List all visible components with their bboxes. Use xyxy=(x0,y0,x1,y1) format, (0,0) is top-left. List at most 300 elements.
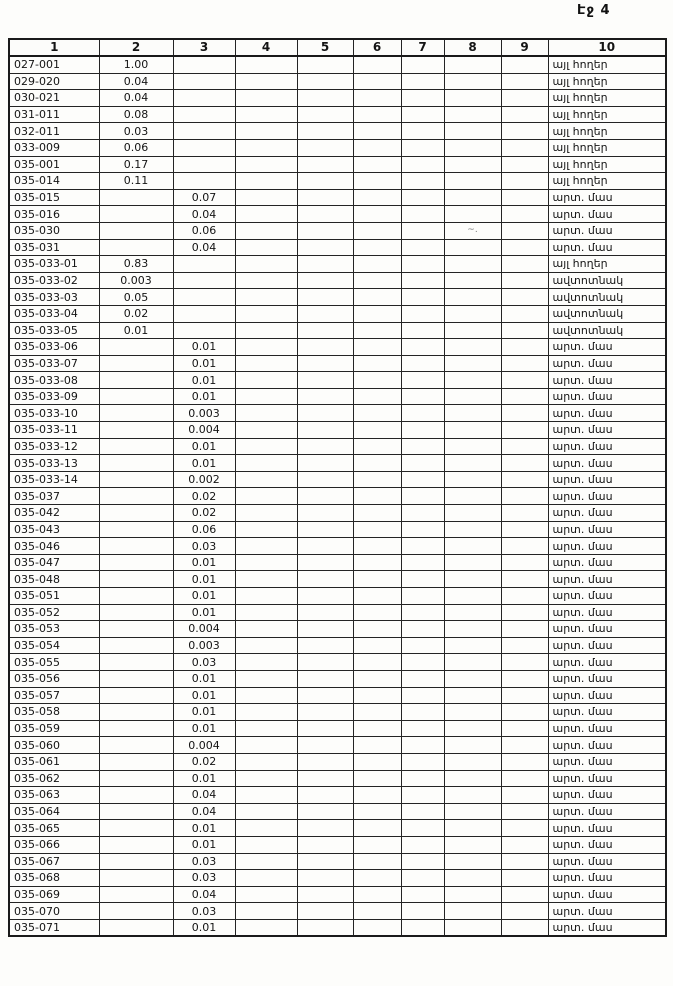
cell-value-col-9 xyxy=(501,372,548,389)
cell-value-col-9 xyxy=(501,139,548,156)
cell-value-col-6 xyxy=(353,106,401,123)
cell-value-col-4 xyxy=(235,604,297,621)
cell-value-col-3 xyxy=(173,106,235,123)
table-row xyxy=(9,538,666,555)
cell-value-col-8 xyxy=(444,106,501,123)
cell-value-col-6 xyxy=(353,919,401,936)
cell-value-col-5 xyxy=(297,720,353,737)
column-header-10: 10 xyxy=(548,39,666,56)
table-row xyxy=(9,588,666,605)
cell-value-col-3: 0.04 xyxy=(173,239,235,256)
cell-land-type: այլ հողեր xyxy=(548,156,666,173)
table-row xyxy=(9,737,666,754)
cell-value-col-3: 0.01 xyxy=(173,388,235,405)
cell-value-col-5 xyxy=(297,604,353,621)
cell-value-col-5 xyxy=(297,173,353,190)
cell-value-col-2 xyxy=(99,753,173,770)
cell-value-col-9 xyxy=(501,637,548,654)
cell-value-col-4 xyxy=(235,90,297,107)
cell-value-col-5 xyxy=(297,687,353,704)
cell-value-col-5 xyxy=(297,820,353,837)
cell-value-col-9 xyxy=(501,737,548,754)
cell-value-col-2 xyxy=(99,886,173,903)
cell-value-col-5 xyxy=(297,239,353,256)
cell-land-type: այլ հողեր xyxy=(548,256,666,273)
cell-value-col-9 xyxy=(501,588,548,605)
cell-value-col-3 xyxy=(173,123,235,140)
table-row xyxy=(9,438,666,455)
cell-land-type: ավտոտնակ xyxy=(548,305,666,322)
cell-value-col-3 xyxy=(173,272,235,289)
cell-value-col-9 xyxy=(501,919,548,936)
cell-value-col-6 xyxy=(353,637,401,654)
cell-value-col-7 xyxy=(401,156,444,173)
cell-parcel-code: 035-065 xyxy=(9,820,99,837)
cell-value-col-8 xyxy=(444,704,501,721)
cell-value-col-2: 0.02 xyxy=(99,305,173,322)
cell-value-col-4 xyxy=(235,538,297,555)
cell-value-col-8 xyxy=(444,272,501,289)
cell-value-col-3 xyxy=(173,139,235,156)
cell-value-col-6 xyxy=(353,256,401,273)
cell-value-col-7 xyxy=(401,521,444,538)
cell-land-type: արտ. մաս xyxy=(548,339,666,356)
column-header-1: 1 xyxy=(9,39,99,56)
table-header xyxy=(9,39,666,56)
table-row xyxy=(9,405,666,422)
table-row xyxy=(9,173,666,190)
cell-value-col-3 xyxy=(173,305,235,322)
cell-value-col-7 xyxy=(401,73,444,90)
cell-parcel-code: 035-046 xyxy=(9,538,99,555)
cell-value-col-6 xyxy=(353,704,401,721)
cell-value-col-4 xyxy=(235,637,297,654)
land-parcel-table xyxy=(8,38,667,937)
cell-parcel-code: 035-059 xyxy=(9,720,99,737)
cell-value-col-5 xyxy=(297,853,353,870)
cell-value-col-6 xyxy=(353,521,401,538)
cell-value-col-8 xyxy=(444,803,501,820)
cell-value-col-2 xyxy=(99,455,173,472)
cell-value-col-5 xyxy=(297,505,353,522)
cell-value-col-7 xyxy=(401,106,444,123)
cell-parcel-code: 035-069 xyxy=(9,886,99,903)
cell-value-col-2 xyxy=(99,339,173,356)
cell-land-type: արտ. մաս xyxy=(548,222,666,239)
cell-value-col-2 xyxy=(99,604,173,621)
cell-value-col-7 xyxy=(401,687,444,704)
cell-value-col-2 xyxy=(99,803,173,820)
cell-value-col-2 xyxy=(99,919,173,936)
table-body xyxy=(9,56,666,936)
cell-value-col-8 xyxy=(444,189,501,206)
cell-value-col-8 xyxy=(444,621,501,638)
cell-parcel-code: 035-033-12 xyxy=(9,438,99,455)
cell-value-col-5 xyxy=(297,206,353,223)
cell-value-col-3 xyxy=(173,73,235,90)
cell-value-col-6 xyxy=(353,820,401,837)
cell-value-col-4 xyxy=(235,704,297,721)
cell-value-col-5 xyxy=(297,621,353,638)
cell-value-col-8 xyxy=(444,687,501,704)
cell-parcel-code: 035-051 xyxy=(9,588,99,605)
cell-value-col-3: 0.01 xyxy=(173,571,235,588)
cell-parcel-code: 035-030 xyxy=(9,222,99,239)
cell-parcel-code: 035-033-13 xyxy=(9,455,99,472)
cell-value-col-3: 0.03 xyxy=(173,654,235,671)
cell-value-col-6 xyxy=(353,720,401,737)
cell-value-col-3: 0.01 xyxy=(173,438,235,455)
cell-value-col-8 xyxy=(444,405,501,422)
table-row xyxy=(9,239,666,256)
cell-land-type: այլ հողեր xyxy=(548,106,666,123)
cell-value-col-7 xyxy=(401,803,444,820)
cell-value-col-8 xyxy=(444,836,501,853)
cell-value-col-5 xyxy=(297,770,353,787)
cell-value-col-4 xyxy=(235,853,297,870)
cell-parcel-code: 035-064 xyxy=(9,803,99,820)
cell-value-col-3: 0.03 xyxy=(173,870,235,887)
cell-value-col-9 xyxy=(501,571,548,588)
cell-value-col-4 xyxy=(235,753,297,770)
cell-land-type: այլ հողեր xyxy=(548,90,666,107)
cell-value-col-7 xyxy=(401,455,444,472)
cell-value-col-8 xyxy=(444,737,501,754)
cell-value-col-8 xyxy=(444,588,501,605)
cell-value-col-5 xyxy=(297,753,353,770)
cell-value-col-9 xyxy=(501,106,548,123)
cell-value-col-2 xyxy=(99,770,173,787)
cell-value-col-6 xyxy=(353,787,401,804)
cell-value-col-7 xyxy=(401,505,444,522)
cell-value-col-7 xyxy=(401,820,444,837)
cell-value-col-9 xyxy=(501,322,548,339)
cell-value-col-5 xyxy=(297,355,353,372)
cell-value-col-9 xyxy=(501,704,548,721)
cell-value-col-9 xyxy=(501,836,548,853)
cell-value-col-8 xyxy=(444,388,501,405)
table-row xyxy=(9,836,666,853)
cell-parcel-code: 035-033-03 xyxy=(9,289,99,306)
cell-value-col-7 xyxy=(401,704,444,721)
cell-land-type: արտ. մաս xyxy=(548,687,666,704)
cell-value-col-5 xyxy=(297,588,353,605)
cell-value-col-9 xyxy=(501,820,548,837)
cell-value-col-3: 0.01 xyxy=(173,670,235,687)
cell-value-col-3 xyxy=(173,56,235,73)
cell-value-col-3: 0.04 xyxy=(173,206,235,223)
cell-value-col-3: 0.04 xyxy=(173,886,235,903)
cell-value-col-8 xyxy=(444,206,501,223)
cell-land-type: այլ հողեր xyxy=(548,56,666,73)
cell-parcel-code: 035-053 xyxy=(9,621,99,638)
cell-value-col-9 xyxy=(501,803,548,820)
table-row xyxy=(9,355,666,372)
cell-value-col-3: 0.004 xyxy=(173,621,235,638)
cell-value-col-7 xyxy=(401,405,444,422)
cell-value-col-5 xyxy=(297,787,353,804)
cell-parcel-code: 035-063 xyxy=(9,787,99,804)
table-row xyxy=(9,106,666,123)
cell-value-col-3: 0.03 xyxy=(173,538,235,555)
column-header-4: 4 xyxy=(235,39,297,56)
cell-value-col-3 xyxy=(173,256,235,273)
cell-value-col-3: 0.003 xyxy=(173,637,235,654)
cell-value-col-5 xyxy=(297,438,353,455)
cell-parcel-code: 035-033-08 xyxy=(9,372,99,389)
cell-value-col-8 xyxy=(444,770,501,787)
cell-value-col-2: 0.003 xyxy=(99,272,173,289)
table-row xyxy=(9,505,666,522)
cell-value-col-9 xyxy=(501,422,548,439)
table-row xyxy=(9,604,666,621)
cell-value-col-6 xyxy=(353,173,401,190)
cell-value-col-8 xyxy=(444,753,501,770)
cell-value-col-7 xyxy=(401,206,444,223)
cell-value-col-8 xyxy=(444,455,501,472)
cell-value-col-9 xyxy=(501,505,548,522)
cell-value-col-7 xyxy=(401,720,444,737)
cell-parcel-code: 035-033-14 xyxy=(9,471,99,488)
column-header-5: 5 xyxy=(297,39,353,56)
cell-value-col-5 xyxy=(297,388,353,405)
cell-value-col-7 xyxy=(401,621,444,638)
cell-value-col-5 xyxy=(297,704,353,721)
cell-value-col-9 xyxy=(501,538,548,555)
cell-value-col-6 xyxy=(353,687,401,704)
cell-value-col-5 xyxy=(297,73,353,90)
table-row xyxy=(9,787,666,804)
cell-value-col-4 xyxy=(235,305,297,322)
cell-value-col-4 xyxy=(235,820,297,837)
cell-value-col-7 xyxy=(401,289,444,306)
cell-value-col-2 xyxy=(99,222,173,239)
cell-value-col-6 xyxy=(353,189,401,206)
cell-parcel-code: 035-066 xyxy=(9,836,99,853)
cell-parcel-code: 035-062 xyxy=(9,770,99,787)
cell-value-col-5 xyxy=(297,637,353,654)
table-row xyxy=(9,637,666,654)
cell-value-col-2 xyxy=(99,405,173,422)
cell-land-type: ավտոտնակ xyxy=(548,322,666,339)
cell-value-col-4 xyxy=(235,289,297,306)
cell-value-col-2 xyxy=(99,621,173,638)
cell-land-type: արտ. մաս xyxy=(548,621,666,638)
cell-value-col-9 xyxy=(501,173,548,190)
cell-value-col-6 xyxy=(353,455,401,472)
cell-value-col-9 xyxy=(501,471,548,488)
table-row xyxy=(9,753,666,770)
cell-value-col-6 xyxy=(353,222,401,239)
cell-value-col-8 xyxy=(444,73,501,90)
cell-parcel-code: 033-009 xyxy=(9,139,99,156)
cell-parcel-code: 035-047 xyxy=(9,554,99,571)
cell-value-col-7 xyxy=(401,903,444,920)
cell-value-col-3 xyxy=(173,90,235,107)
cell-value-col-9 xyxy=(501,222,548,239)
cell-value-col-5 xyxy=(297,455,353,472)
cell-value-col-2: 0.83 xyxy=(99,256,173,273)
cell-value-col-5 xyxy=(297,521,353,538)
cell-value-col-6 xyxy=(353,73,401,90)
cell-parcel-code: 035-060 xyxy=(9,737,99,754)
cell-parcel-code: 035-033-10 xyxy=(9,405,99,422)
table-row xyxy=(9,687,666,704)
cell-value-col-6 xyxy=(353,272,401,289)
cell-value-col-8 xyxy=(444,571,501,588)
cell-value-col-2 xyxy=(99,903,173,920)
cell-value-col-3: 0.01 xyxy=(173,919,235,936)
cell-value-col-5 xyxy=(297,289,353,306)
cell-value-col-2 xyxy=(99,704,173,721)
cell-value-col-4 xyxy=(235,322,297,339)
cell-value-col-7 xyxy=(401,853,444,870)
cell-value-col-7 xyxy=(401,372,444,389)
cell-value-col-9 xyxy=(501,521,548,538)
cell-value-col-9 xyxy=(501,853,548,870)
cell-value-col-3: 0.01 xyxy=(173,455,235,472)
cell-value-col-7 xyxy=(401,222,444,239)
cell-value-col-3: 0.02 xyxy=(173,753,235,770)
column-header-8: 8 xyxy=(444,39,501,56)
cell-value-col-6 xyxy=(353,355,401,372)
table-row xyxy=(9,56,666,73)
cell-land-type: արտ. մաս xyxy=(548,471,666,488)
cell-value-col-2 xyxy=(99,787,173,804)
cell-value-col-9 xyxy=(501,621,548,638)
cell-value-col-2 xyxy=(99,836,173,853)
cell-value-col-3: 0.01 xyxy=(173,588,235,605)
cell-value-col-4 xyxy=(235,720,297,737)
cell-value-col-2 xyxy=(99,737,173,754)
cell-value-col-4 xyxy=(235,471,297,488)
cell-value-col-7 xyxy=(401,189,444,206)
cell-value-col-4 xyxy=(235,355,297,372)
cell-value-col-7 xyxy=(401,388,444,405)
cell-parcel-code: 035-033-09 xyxy=(9,388,99,405)
cell-land-type: արտ. մաս xyxy=(548,355,666,372)
cell-value-col-2 xyxy=(99,521,173,538)
cell-value-col-7 xyxy=(401,753,444,770)
table-row xyxy=(9,471,666,488)
cell-value-col-6 xyxy=(353,604,401,621)
table-row xyxy=(9,139,666,156)
table-row xyxy=(9,272,666,289)
cell-value-col-6 xyxy=(353,554,401,571)
cell-parcel-code: 029-020 xyxy=(9,73,99,90)
cell-value-col-5 xyxy=(297,538,353,555)
cell-land-type: արտ. մաս xyxy=(548,521,666,538)
cell-value-col-7 xyxy=(401,139,444,156)
table-row xyxy=(9,455,666,472)
table-row xyxy=(9,488,666,505)
cell-land-type: արտ. մաս xyxy=(548,438,666,455)
cell-value-col-3 xyxy=(173,289,235,306)
cell-value-col-9 xyxy=(501,123,548,140)
cell-value-col-3: 0.01 xyxy=(173,372,235,389)
cell-land-type: արտ. մաս xyxy=(548,505,666,522)
cell-value-col-8 xyxy=(444,670,501,687)
cell-value-col-3: 0.02 xyxy=(173,488,235,505)
cell-value-col-3: 0.01 xyxy=(173,836,235,853)
cell-value-col-6 xyxy=(353,903,401,920)
cell-land-type: արտ. մաս xyxy=(548,571,666,588)
cell-value-col-5 xyxy=(297,256,353,273)
cell-value-col-2 xyxy=(99,355,173,372)
cell-value-col-3: 0.03 xyxy=(173,853,235,870)
cell-value-col-5 xyxy=(297,737,353,754)
cell-value-col-6 xyxy=(353,886,401,903)
cell-value-col-8 xyxy=(444,554,501,571)
cell-value-col-9 xyxy=(501,753,548,770)
table-row xyxy=(9,73,666,90)
cell-value-col-8 xyxy=(444,90,501,107)
cell-value-col-6 xyxy=(353,405,401,422)
cell-value-col-2 xyxy=(99,820,173,837)
cell-value-col-7 xyxy=(401,488,444,505)
cell-value-col-9 xyxy=(501,654,548,671)
cell-value-col-5 xyxy=(297,339,353,356)
table-row xyxy=(9,903,666,920)
cell-value-col-7 xyxy=(401,272,444,289)
cell-land-type: արտ. մաս xyxy=(548,870,666,887)
cell-value-col-4 xyxy=(235,222,297,239)
cell-value-col-3: 0.03 xyxy=(173,903,235,920)
cell-value-col-2: 0.11 xyxy=(99,173,173,190)
cell-value-col-5 xyxy=(297,571,353,588)
cell-value-col-7 xyxy=(401,438,444,455)
cell-parcel-code: 035-037 xyxy=(9,488,99,505)
cell-value-col-7 xyxy=(401,422,444,439)
cell-value-col-2 xyxy=(99,505,173,522)
cell-value-col-9 xyxy=(501,787,548,804)
cell-parcel-code: 035-052 xyxy=(9,604,99,621)
cell-value-col-9 xyxy=(501,770,548,787)
cell-value-col-3: 0.01 xyxy=(173,820,235,837)
cell-value-col-4 xyxy=(235,621,297,638)
table-row xyxy=(9,654,666,671)
cell-land-type: արտ. մաս xyxy=(548,919,666,936)
cell-value-col-2 xyxy=(99,654,173,671)
cell-land-type: արտ. մաս xyxy=(548,372,666,389)
cell-value-col-6 xyxy=(353,339,401,356)
cell-value-col-3: 0.06 xyxy=(173,222,235,239)
cell-parcel-code: 035-033-06 xyxy=(9,339,99,356)
cell-value-col-2 xyxy=(99,853,173,870)
cell-value-col-7 xyxy=(401,654,444,671)
cell-value-col-6 xyxy=(353,156,401,173)
cell-value-col-3: 0.01 xyxy=(173,554,235,571)
cell-value-col-8 xyxy=(444,505,501,522)
cell-land-type: արտ. մաս xyxy=(548,206,666,223)
cell-value-col-9 xyxy=(501,604,548,621)
cell-value-col-5 xyxy=(297,56,353,73)
cell-land-type: արտ. մաս xyxy=(548,388,666,405)
cell-value-col-6 xyxy=(353,438,401,455)
cell-value-col-4 xyxy=(235,687,297,704)
cell-value-col-7 xyxy=(401,919,444,936)
cell-value-col-8 xyxy=(444,471,501,488)
table-row xyxy=(9,90,666,107)
table-row xyxy=(9,803,666,820)
cell-parcel-code: 035-067 xyxy=(9,853,99,870)
cell-value-col-2 xyxy=(99,687,173,704)
cell-value-col-7 xyxy=(401,886,444,903)
cell-value-col-2 xyxy=(99,388,173,405)
cell-value-col-6 xyxy=(353,621,401,638)
cell-land-type: այլ հողեր xyxy=(548,139,666,156)
cell-value-col-9 xyxy=(501,272,548,289)
